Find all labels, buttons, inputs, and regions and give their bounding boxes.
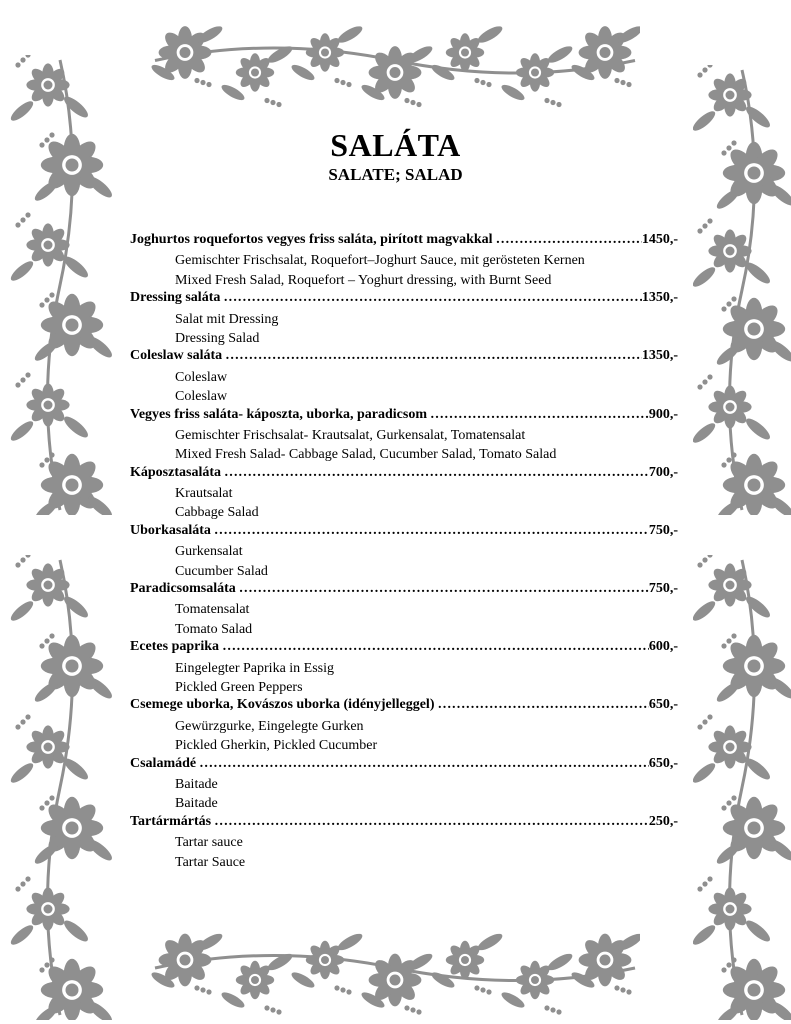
menu-item-price: 650,- <box>648 755 678 771</box>
berry-motif <box>626 82 631 87</box>
flower-motif <box>708 385 751 428</box>
berry-motif <box>334 78 339 83</box>
berry-motif <box>474 78 479 83</box>
berry-motif <box>620 987 625 992</box>
berry-motif <box>49 452 54 457</box>
leaf-motif <box>335 23 364 45</box>
leaf-motif <box>693 760 718 786</box>
menu-item-name: Coleslaw saláta <box>130 348 223 364</box>
berry-motif <box>697 724 702 729</box>
berry-motif <box>702 223 707 228</box>
menu-item-name: Paradicsomsaláta <box>130 581 236 597</box>
berry-motif <box>39 643 44 648</box>
flower-motif <box>26 63 69 106</box>
berry-motif <box>25 555 30 558</box>
flower-motif <box>708 563 751 606</box>
berry-motif <box>726 962 731 967</box>
menu-item-name: Csalamádé <box>130 755 197 771</box>
berry-motif <box>697 72 702 77</box>
menu-item-translation: Tomatensalat <box>175 602 250 618</box>
flower-motif <box>26 383 69 426</box>
leaf-motif <box>8 418 36 444</box>
berry-motif <box>480 80 485 85</box>
berry-motif <box>726 301 731 306</box>
dot-leader <box>434 697 648 713</box>
page-subtitle: SALATE; SALAD <box>328 165 463 184</box>
dot-leader <box>222 348 642 364</box>
berry-motif <box>15 222 20 227</box>
berry-motif <box>334 985 339 990</box>
leaf-motif <box>743 259 773 286</box>
dot-leader <box>211 523 649 539</box>
menu-item-line <box>130 290 678 309</box>
berry-motif <box>270 100 275 105</box>
menu-item-line <box>130 756 678 775</box>
berry-motif <box>39 462 44 467</box>
leaf-motif <box>32 679 60 705</box>
menu-item <box>130 232 678 290</box>
leaf-motif <box>714 841 742 867</box>
berry-motif <box>731 633 736 638</box>
berry-motif <box>731 296 736 301</box>
menu-item-line <box>130 581 678 600</box>
menu-item-translation: Pickled Gherkin, Pickled Cucumber <box>175 738 378 754</box>
floral-border-left-top <box>0 55 120 515</box>
berry-motif <box>707 714 712 719</box>
menu-item <box>130 756 678 814</box>
menu-item-price: 1450,- <box>641 232 678 247</box>
flower-motif <box>708 73 751 116</box>
menu-item-price: 650,- <box>648 697 678 713</box>
berry-motif <box>44 297 49 302</box>
menu-item-translation: Tomato Salad <box>175 621 253 637</box>
berry-motif <box>25 212 30 217</box>
berry-motif <box>200 80 205 85</box>
flower-motif <box>708 229 751 272</box>
berry-motif <box>702 557 707 562</box>
berry-motif <box>20 57 25 62</box>
dot-leader <box>427 407 649 423</box>
floral-border-left-bottom <box>0 555 120 1020</box>
menu-item <box>130 581 678 639</box>
berry-motif <box>721 462 726 467</box>
berry-motif <box>474 985 479 990</box>
menu-item-translation: Eingelegter Paprika in Essig <box>175 660 335 676</box>
berry-motif <box>416 102 421 107</box>
berry-motif <box>206 82 211 87</box>
leaf-motif <box>693 420 718 446</box>
menu-item-translation: Cabbage Salad <box>175 505 259 521</box>
leaf-motif <box>8 922 36 948</box>
menu-item-translation: Tartar Sauce <box>175 854 246 870</box>
menu-list <box>130 232 678 872</box>
flower-motif <box>26 223 69 266</box>
berry-motif <box>697 562 702 567</box>
leaf-motif <box>693 264 718 290</box>
berry-motif <box>697 384 702 389</box>
menu-item-line <box>130 697 678 716</box>
berry-motif <box>707 218 712 223</box>
menu-item-translation: Baitade <box>175 776 218 792</box>
berry-motif <box>44 962 49 967</box>
berry-motif <box>697 228 702 233</box>
menu-item-translation: Gurkensalat <box>175 544 243 560</box>
menu-item-name: Csemege uborka, Kovászos uborka (idényjelleggel) <box>130 697 435 713</box>
berry-motif <box>20 881 25 886</box>
menu-item-translation: Mixed Fresh Salad, Roquefort – Yoghurt dressing, with Burnt Seed <box>175 272 552 288</box>
berry-motif <box>39 302 44 307</box>
vine-stem <box>48 560 73 1015</box>
berry-motif <box>416 1009 421 1014</box>
menu-item-name: Uborkasaláta <box>130 522 211 538</box>
berry-motif <box>620 80 625 85</box>
berry-motif <box>340 987 345 992</box>
leaf-motif <box>8 98 36 124</box>
leaf-motif <box>545 951 574 973</box>
berry-motif <box>410 100 415 105</box>
dot-leader <box>196 756 649 772</box>
leaf-motif <box>8 760 36 786</box>
flower-motif <box>708 725 751 768</box>
berry-motif <box>20 217 25 222</box>
berry-motif <box>721 805 726 810</box>
floral-border-bottom <box>150 918 640 1018</box>
menu-item <box>130 814 678 872</box>
berry-motif <box>194 78 199 83</box>
berry-motif <box>39 805 44 810</box>
berry-motif <box>49 795 54 800</box>
berry-motif <box>15 886 20 891</box>
berry-motif <box>726 800 731 805</box>
page-title: SALÁTA <box>330 127 461 163</box>
berry-motif <box>410 1007 415 1012</box>
menu-item <box>130 465 678 523</box>
berry-motif <box>731 795 736 800</box>
menu-item-line <box>130 465 678 484</box>
dot-leader <box>219 639 649 655</box>
berry-motif <box>707 374 712 379</box>
berry-motif <box>707 555 712 558</box>
leaf-motif <box>714 186 742 212</box>
berry-motif <box>49 957 54 962</box>
berry-motif <box>276 1009 281 1014</box>
menu-item-price: 900,- <box>648 406 678 422</box>
menu-item-price: 750,- <box>648 522 678 538</box>
berry-motif <box>194 985 199 990</box>
berry-motif <box>340 80 345 85</box>
leaf-motif <box>714 679 742 705</box>
leaf-motif <box>545 43 574 65</box>
berry-motif <box>20 557 25 562</box>
menu-item-line <box>130 639 678 658</box>
berry-motif <box>404 98 409 103</box>
leaf-motif <box>714 342 742 368</box>
leaf-motif <box>61 413 91 440</box>
leaf-motif <box>61 593 91 620</box>
leaf-motif <box>61 253 91 280</box>
berry-motif <box>721 643 726 648</box>
leaf-motif <box>8 258 36 284</box>
berry-motif <box>544 98 549 103</box>
menu-item-name: Káposztasaláta <box>130 464 221 480</box>
berry-motif <box>556 1009 561 1014</box>
menu-item-price: 600,- <box>648 639 678 655</box>
berry-motif <box>264 1005 269 1010</box>
berry-motif <box>49 292 54 297</box>
berry-motif <box>721 967 726 972</box>
leaf-motif <box>475 23 504 45</box>
dot-leader <box>236 581 649 597</box>
berry-motif <box>264 98 269 103</box>
menu-item-price: 250,- <box>648 813 678 829</box>
menu-item-translation: Baitade <box>175 796 218 812</box>
menu-item-translation: Tartar sauce <box>175 835 243 851</box>
berry-motif <box>544 1005 549 1010</box>
menu-item-translation: Gemischter Frischsalat- Krautsalat, Gurkensalat, Tomatensalat <box>175 427 526 443</box>
menu-item <box>130 348 678 406</box>
berry-motif <box>731 452 736 457</box>
vine-stem <box>730 560 755 1015</box>
flower-motif <box>708 887 751 930</box>
berry-motif <box>550 1007 555 1012</box>
menu-item-translation: Krautsalat <box>175 486 233 502</box>
berry-motif <box>20 719 25 724</box>
floral-border-top <box>150 8 640 113</box>
dot-leader <box>493 232 642 248</box>
berry-motif <box>404 1005 409 1010</box>
flower-motif <box>26 887 69 930</box>
menu-item-price: 750,- <box>648 581 678 597</box>
leaf-motif <box>743 593 773 620</box>
berry-motif <box>15 724 20 729</box>
menu-item-translation: Cucumber Salad <box>175 563 268 579</box>
menu-item-line <box>130 523 678 542</box>
menu-item <box>130 523 678 581</box>
leaf-motif <box>8 598 36 624</box>
leaf-motif <box>743 415 773 442</box>
leaf-motif <box>32 841 60 867</box>
menu-item-name: Tartármártás <box>130 813 212 829</box>
menu-item <box>130 697 678 755</box>
berry-motif <box>480 987 485 992</box>
berry-motif <box>702 719 707 724</box>
leaf-motif <box>743 917 773 944</box>
berry-motif <box>614 985 619 990</box>
flower-motif <box>26 563 69 606</box>
berry-motif <box>346 82 351 87</box>
menu-item-translation: Dressing Salad <box>175 330 260 346</box>
berry-motif <box>702 881 707 886</box>
menu-item-translation: Coleslaw <box>175 389 228 405</box>
menu-item-name: Joghurtos roquefortos vegyes friss saláta, pirított magvakkal <box>130 232 493 247</box>
berry-motif <box>25 876 30 881</box>
leaf-motif <box>32 338 60 364</box>
berry-motif <box>486 82 491 87</box>
leaf-motif <box>61 917 91 944</box>
berry-motif <box>200 987 205 992</box>
berry-motif <box>702 67 707 72</box>
leaf-motif <box>61 93 91 120</box>
berry-motif <box>697 886 702 891</box>
leaf-motif <box>743 755 773 782</box>
menu-item-translation: Mixed Fresh Salad- Cabbage Salad, Cucumber Salad, Tomato Salad <box>175 447 557 463</box>
dot-leader <box>220 290 641 306</box>
berry-motif <box>556 102 561 107</box>
menu-item-translation: Salat mit Dressing <box>175 311 279 327</box>
menu-item <box>130 639 678 697</box>
berry-motif <box>15 62 20 67</box>
flower-motif <box>26 725 69 768</box>
dot-leader <box>221 465 649 481</box>
berry-motif <box>15 382 20 387</box>
menu-item <box>130 407 678 465</box>
berry-motif <box>707 876 712 881</box>
menu-item-translation: Coleslaw <box>175 369 228 385</box>
berry-motif <box>550 100 555 105</box>
berry-motif <box>25 372 30 377</box>
menu-item <box>130 290 678 348</box>
menu-item-line <box>130 232 678 251</box>
berry-motif <box>44 457 49 462</box>
menu-item-name: Dressing saláta <box>130 290 221 306</box>
berry-motif <box>702 379 707 384</box>
leaf-motif <box>61 755 91 782</box>
menu-item-price: 1350,- <box>641 290 678 306</box>
berry-motif <box>49 633 54 638</box>
berry-motif <box>206 989 211 994</box>
leaf-motif <box>335 931 364 953</box>
berry-motif <box>20 377 25 382</box>
berry-motif <box>25 55 30 58</box>
berry-motif <box>270 1007 275 1012</box>
berry-motif <box>721 306 726 311</box>
berry-motif <box>44 800 49 805</box>
berry-motif <box>44 638 49 643</box>
leaf-motif <box>475 931 504 953</box>
berry-motif <box>15 562 20 567</box>
berry-motif <box>39 967 44 972</box>
leaf-motif <box>693 922 718 948</box>
berry-motif <box>731 957 736 962</box>
berry-motif <box>726 638 731 643</box>
menu-item-name: Vegyes friss saláta- káposzta, uborka, paradicsom <box>130 406 427 422</box>
menu-item-name: Ecetes paprika <box>130 639 220 655</box>
menu-item-line <box>130 814 678 833</box>
leaf-motif <box>693 598 718 624</box>
menu-item-line <box>130 407 678 426</box>
berry-motif <box>346 989 351 994</box>
berry-motif <box>486 989 491 994</box>
berry-motif <box>25 714 30 719</box>
menu-item-line <box>130 348 678 367</box>
menu-item-price: 700,- <box>648 464 678 480</box>
berry-motif <box>707 65 712 68</box>
menu-item-translation: Gemischter Frischsalat, Roquefort–Joghurt Sauce, mit gerösteten Kernen <box>175 253 585 269</box>
berry-motif <box>276 102 281 107</box>
menu-item-translation: Pickled Green Peppers <box>175 679 303 695</box>
berry-motif <box>726 457 731 462</box>
berry-motif <box>626 989 631 994</box>
floral-border-right-bottom <box>693 555 791 1020</box>
dot-leader <box>211 814 649 830</box>
menu-item-translation: Gewürzgurke, Eingelegte Gurken <box>175 718 364 734</box>
berry-motif <box>614 78 619 83</box>
menu-item-price: 1350,- <box>641 348 678 364</box>
